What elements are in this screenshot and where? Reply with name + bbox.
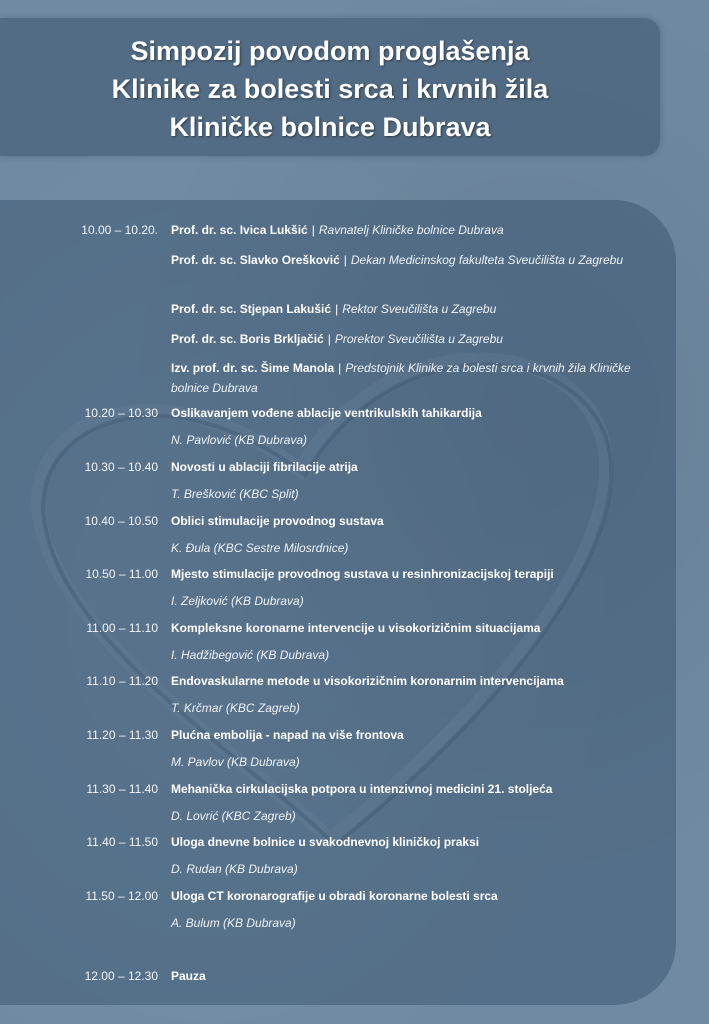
talk-time: 10.30 – 10.40 [84, 460, 158, 474]
talk-speaker: I. Zeljković (KB Dubrava) [171, 594, 304, 608]
break-label: Pauza [171, 969, 206, 983]
talk-title: Plućna embolija - napad na više frontova [171, 728, 404, 742]
title-line-3: Kliničke bolnice Dubrava [169, 112, 491, 142]
speaker-name: Prof. dr. sc. Slavko Orešković [171, 253, 340, 267]
talk-time: 11.10 – 11.20 [86, 674, 158, 688]
speaker-name: Izv. prof. dr. sc. Šime Manola [171, 361, 335, 375]
title-line-2: Klinike za bolesti srca i krvnih žila [111, 74, 549, 104]
talk-speaker: D. Rudan (KB Dubrava) [171, 862, 298, 876]
talk-speaker: D. Lovrić (KBC Zagreb) [171, 809, 296, 823]
separator: | [335, 302, 339, 316]
talk-time: 11.50 – 12.00 [85, 889, 158, 903]
talk-title: Mjesto stimulacije provodnog sustava u resinhronizacijskoj terapiji [171, 567, 554, 581]
talk-title: Oblici stimulacije provodnog sustava [171, 514, 384, 528]
talk-time: 10.40 – 10.50 [84, 514, 158, 528]
talk-speaker: K. Đula (KBC Sestre Milosrdnice) [171, 541, 349, 555]
talk-speaker: T. Krčmar (KBC Zagreb) [171, 701, 300, 715]
title-line-1: Simpozij povodom proglašenja [130, 36, 530, 66]
talk-speaker: I. Hadžibegović (KB Dubrava) [171, 648, 330, 662]
separator: | [327, 332, 331, 346]
separator: | [311, 223, 315, 237]
talk-title: Uloga dnevne bolnice u svakodnevnoj kliničkoj praksi [171, 835, 480, 849]
talk-title: Uloga CT koronarografije u obradi koronarne bolesti srca [171, 889, 498, 903]
talk-time: 11.40 – 11.50 [86, 835, 158, 849]
talk-title: Endovaskularne metode u visokorizičnim koronarnim intervencijama [171, 674, 564, 688]
talk-speaker: A. Bulum (KB Dubrava) [171, 916, 296, 930]
speaker-name: Prof. dr. sc. Boris Brkljačić [171, 332, 324, 346]
page-title [0, 32, 660, 146]
talk-title: Mehanička cirkulacijska potpora u intenzivnoj medicini 21. stoljeća [171, 782, 553, 796]
talk-time: 11.20 – 11.30 [86, 728, 158, 742]
talk-time: 11.00 – 11.10 [86, 621, 158, 635]
talk-title: Oslikavanjem vođene ablacije ventrikulskih tahikardija [171, 406, 482, 420]
talk-speaker: N. Pavlović (KB Dubrava) [171, 433, 308, 447]
talk-speaker: T. Brešković (KBC Split) [171, 487, 299, 501]
break-time: 12.00 – 12.30 [84, 969, 158, 983]
speaker-role: Prorektor Sveučilišta u Zagrebu [334, 332, 503, 346]
speaker-role: Predstojnik Klinike za bolesti srca i krvnih žila Kliničke bolnice Dubrava [171, 361, 631, 395]
speaker-name: Prof. dr. sc. Stjepan Lakušić [171, 302, 332, 316]
talk-time: 11.30 – 11.40 [86, 782, 158, 796]
talk-time: 10.20 – 10.30 [84, 406, 158, 420]
speaker-name: Prof. dr. sc. Ivica Lukšić [171, 223, 308, 237]
talk-time: 10.50 – 11.00 [85, 567, 158, 581]
opening-time: 10.00 – 10.20. [81, 223, 158, 237]
speaker-role: Dekan Medicinskog fakulteta Sveučilišta u Zagrebu [350, 253, 624, 267]
separator: | [338, 361, 342, 375]
speaker-role: Rektor Sveučilišta u Zagrebu [342, 302, 497, 316]
talk-title: Kompleksne koronarne intervencije u visokorizičnim situacijama [171, 621, 541, 635]
separator: | [343, 253, 347, 267]
speaker-role: Ravnatelj Kliničke bolnice Dubrava [318, 223, 504, 237]
talk-title: Novosti u ablaciji fibrilacije atrija [171, 460, 358, 474]
talk-speaker: M. Pavlov (KB Dubrava) [171, 755, 300, 769]
